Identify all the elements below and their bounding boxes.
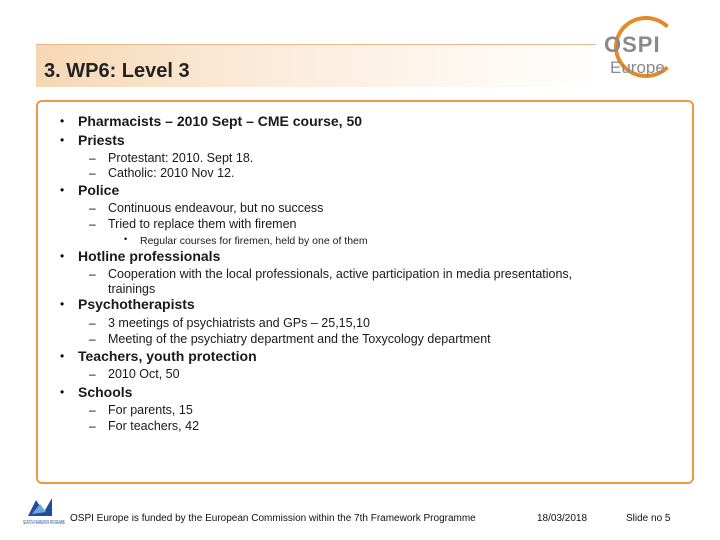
psycho-sub-department: Meeting of the psychiatry department and the Toxycology department <box>108 332 491 346</box>
hotline-sub-trainings: trainings <box>108 282 156 296</box>
police-sub-courses: Regular courses for firemen, held by one of them <box>140 235 368 247</box>
bullet-icon: • <box>60 349 65 363</box>
item-schools: Schools <box>78 384 133 400</box>
logo-europe-text: Europe <box>610 58 665 77</box>
dash-icon: – <box>89 151 96 165</box>
footer-date: 18/03/2018 <box>537 513 588 524</box>
eu-fp7-logo-icon <box>22 494 66 534</box>
item-teachers: Teachers, youth protection <box>78 348 257 364</box>
bullet-icon: • <box>60 133 65 147</box>
item-police: Police <box>78 182 120 198</box>
priests-sub-catholic: Catholic: 2010 Nov 12. <box>108 166 235 180</box>
schools-sub-parents: For parents, 15 <box>108 403 193 417</box>
priests-sub-protestant: Protestant: 2010. Sept 18. <box>108 151 254 165</box>
footer-slide-number: Slide no 5 <box>626 513 671 524</box>
bullet-icon: • <box>124 234 128 244</box>
item-pharmacists: Pharmacists – 2010 Sept – CME course, 50 <box>78 113 363 129</box>
item-psychotherapists: Psychotherapists <box>78 296 195 312</box>
dash-icon: – <box>89 201 96 215</box>
bullet-icon: • <box>60 297 65 311</box>
bullet-icon: • <box>60 114 65 128</box>
eu-logo-text: SEVENTH FRAMEWORK PROGRAMME <box>23 520 66 526</box>
dash-icon: – <box>89 332 96 346</box>
dash-icon: – <box>89 166 96 180</box>
dash-icon: – <box>89 316 96 330</box>
dash-icon: – <box>89 367 96 381</box>
footer-funding-text: OSPI Europe is funded by the European Commission within the 7th Framework Programme <box>70 513 476 524</box>
schools-sub-teachers: For teachers, 42 <box>108 419 200 433</box>
logo-ospi-text: OSPI <box>604 32 661 57</box>
hotline-sub-cooperation: Cooperation with the local professionals, active participation in media presentations, <box>108 267 573 281</box>
police-sub-firemen: Tried to replace them with firemen <box>108 217 297 231</box>
psycho-sub-meetings: 3 meetings of psychiatrists and GPs – 25,15,10 <box>108 316 370 330</box>
item-priests: Priests <box>78 132 125 148</box>
bullet-icon: • <box>60 183 65 197</box>
dash-icon: – <box>89 403 96 417</box>
item-hotline: Hotline professionals <box>78 248 221 264</box>
dash-icon: – <box>89 217 96 231</box>
dash-icon: – <box>89 267 96 281</box>
slide-title: 3. WP6: Level 3 <box>44 60 190 82</box>
police-sub-endeavour: Continuous endeavour, but no success <box>108 201 324 215</box>
dash-icon: – <box>89 419 96 433</box>
teachers-sub-oct: 2010 Oct, 50 <box>108 367 180 381</box>
bullet-icon: • <box>60 249 65 263</box>
bullet-icon: • <box>60 385 65 399</box>
ospi-europe-logo <box>596 14 692 82</box>
